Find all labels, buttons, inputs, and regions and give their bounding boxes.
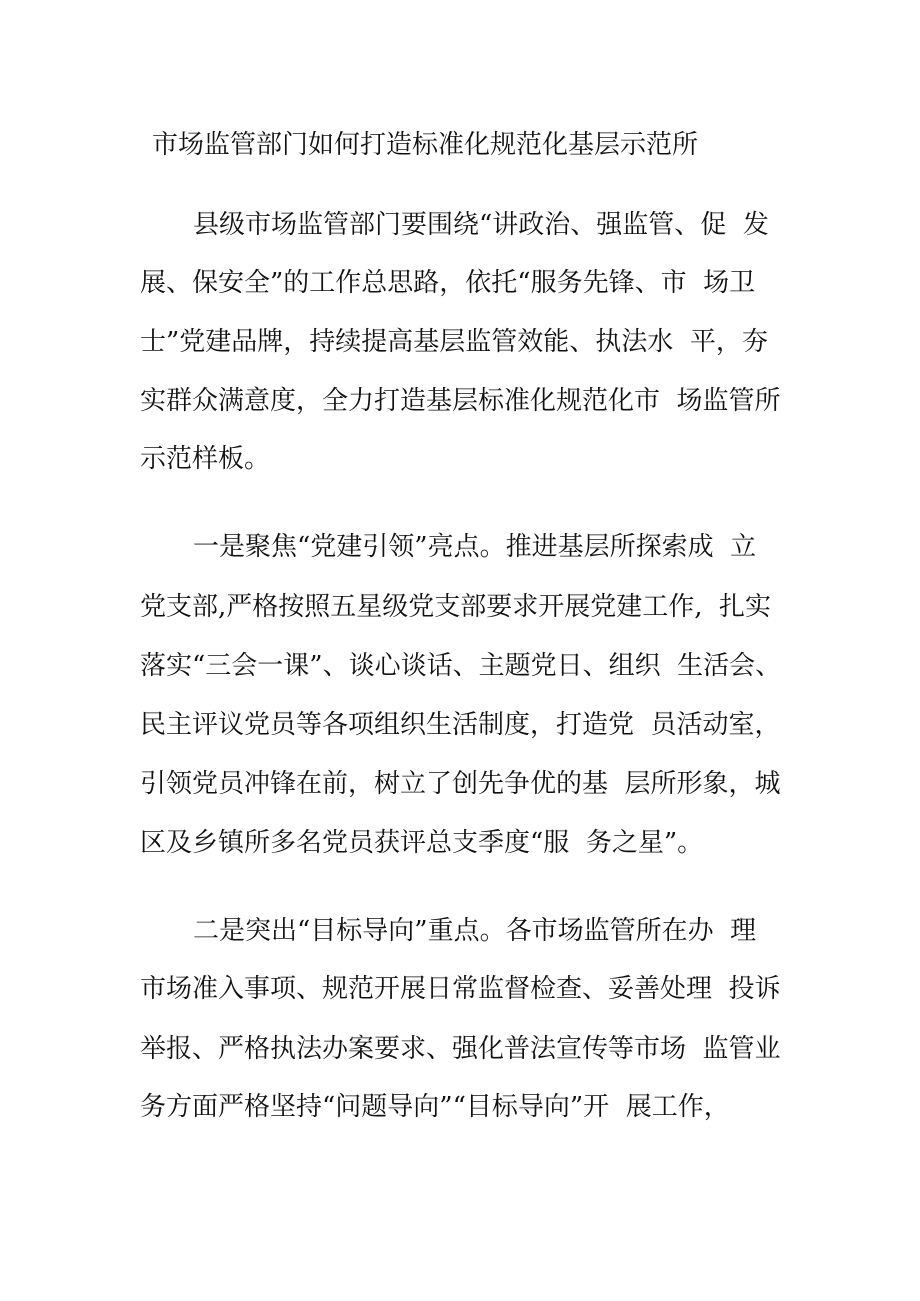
paragraph-2-line-4: 民主评议党员等各项组织生活制度，打造党 员活动室， [140,710,781,740]
paragraph-2-line-2: 党支部,严格按照五星级党支部要求开展党建工作, 扎实 [140,592,772,622]
paragraph-2-line-5: 引领党员冲锋在前，树立了创先争优的基 层所形象，城 [140,769,781,799]
paragraph-1-line-1: 县级市场监管部门要围绕“讲政治、强监管、促 发 [193,210,769,240]
paragraph-3-line-4: 务方面严格坚持“问题导向”“目标导向”开 展工作， [140,1092,730,1122]
paragraph-3-line-1: 二是突出“目标导向”重点。各市场监管所在办 理 [193,916,757,946]
paragraph-1-line-5: 示范样板。 [140,444,271,474]
paragraph-1-line-4: 实群众满意度，全力打造基层标准化规范化市 场监管所 [140,386,781,416]
paragraph-2-line-6: 区及乡镇所多名党员获评总支季度“服 务之星”。 [140,828,704,858]
paragraph-3-line-2: 市场准入事项、规范开展日常监督检查、妥善处理 投诉 [140,974,781,1004]
paragraph-2-line-1: 一是聚焦“党建引领”亮点。推进基层所探索成 立 [193,532,757,562]
paragraph-1-line-3: 士”党建品牌，持续提高基层监管效能、执法水 平，夯 [140,327,768,357]
paragraph-1-line-2: 展、保安全”的工作总思路，依托“服务先锋、市 场卫 [140,268,756,298]
paragraph-3-line-3: 举报、严格执法办案要求、强化普法宣传等市场 监管业 [140,1034,781,1064]
paragraph-2-line-3: 落实“三会一课”、谈心谈话、主题党日、组织 生活会、 [140,651,782,681]
document-title: 市场监管部门如何打造标准化规范化基层示范所 [152,130,699,160]
